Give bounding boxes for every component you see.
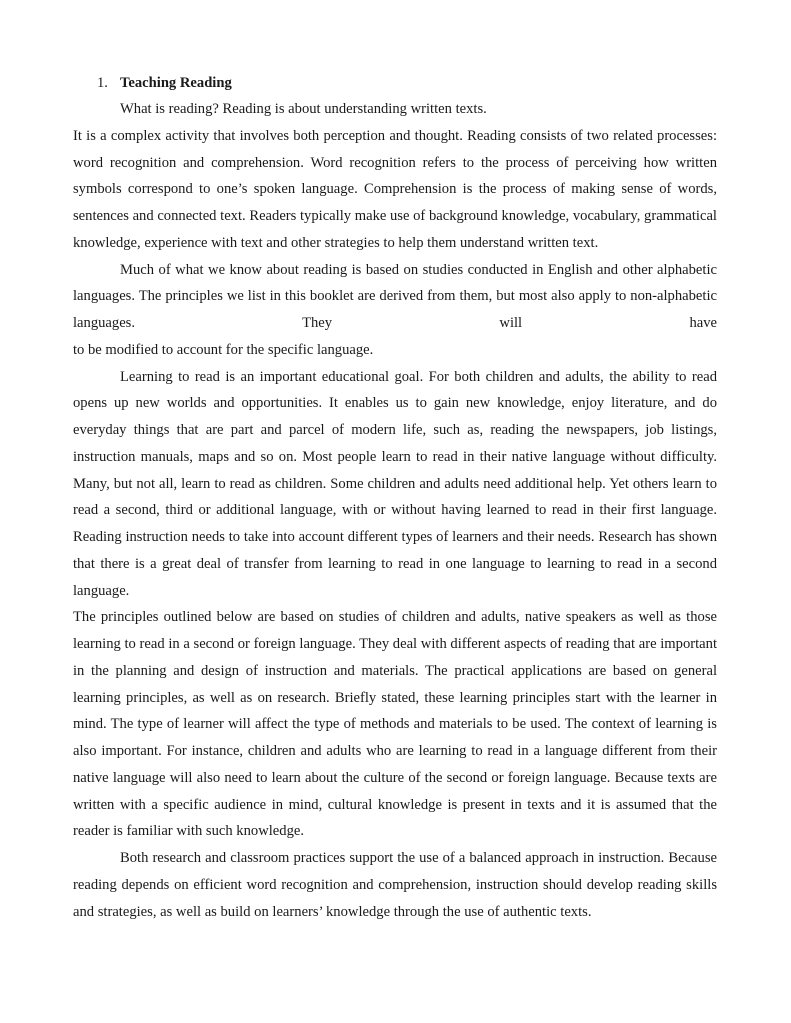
paragraph-balanced-approach: Both research and classroom practices support the use of a balanced approach in instruction. Because reading depends on efficient word recognition and comprehension, instruction should develop reading skills and strategies, as well as build on learners’ knowledge through the use of authentic texts. <box>73 850 717 920</box>
section-heading <box>97 72 232 94</box>
paragraph-alphabetic: Much of what we know about reading is based on studies conducted in English and other alphabetic languages. The principles we list in this booklet are derived from them, but most also apply to non-alphabetic languages. They will have <box>73 261 717 331</box>
paragraph-learning-to-read: Learning to read is an important educational goal. For both children and adults, the ability to read opens up new worlds and opportunities. It enables us to gain new knowledge, enjoy literature, and do everyday things that are part and parcel of modern life, such as, reading the newspapers, job listings, instruction manuals, maps and so on. Most people learn to read in their native language without difficulty. Many, but not all, learn to read as children. Some children and adults need additional help. Yet others learn to read a second, third or additional language, with or without having learned to read in their first language. Reading instruction needs to take into account different types of learners and their needs. Research has shown that there is a great deal of transfer from learning to read in one language to learning to read in a second language. <box>73 368 717 599</box>
paragraph-principles: The principles outlined below are based on studies of children and adults, native speakers as well as those learning to read in a second or foreign language. They deal with different aspects of reading that are important in the planning and design of instruction and materials. The practical applications are based on general learning principles, as well as on research. Briefly stated, these learning principles start with the learner in mind. The type of learner will affect the type of methods and materials to be used. The context of learning is also important. For instance, children and adults who are learning to read in a language different from their native language will also need to learn about the culture of the second or foreign language. Because texts are written with a specific audience in mind, cultural knowledge is present in texts and it is assumed that the reader is familiar with such knowledge. <box>73 609 717 840</box>
section-number: 1. <box>97 75 108 91</box>
document-body <box>73 96 717 925</box>
paragraph-intro: What is reading? Reading is about understanding written texts. <box>120 101 487 117</box>
section-title: Teaching Reading <box>120 75 232 91</box>
paragraph-definition: It is a complex activity that involves both perception and thought. Reading consists of two related processes: word recognition and comprehension. Word recognition refers to the process of perceiving how written symbols correspond to one’s spoken language. Comprehension is the process of making sense of words, sentences and connected text. Readers typically make use of background knowledge, vocabulary, grammatical knowledge, experience with text and other strategies to help them understand written text. <box>73 127 717 251</box>
paragraph-alphabetic-continued: to be modified to account for the specific language. <box>73 341 374 358</box>
